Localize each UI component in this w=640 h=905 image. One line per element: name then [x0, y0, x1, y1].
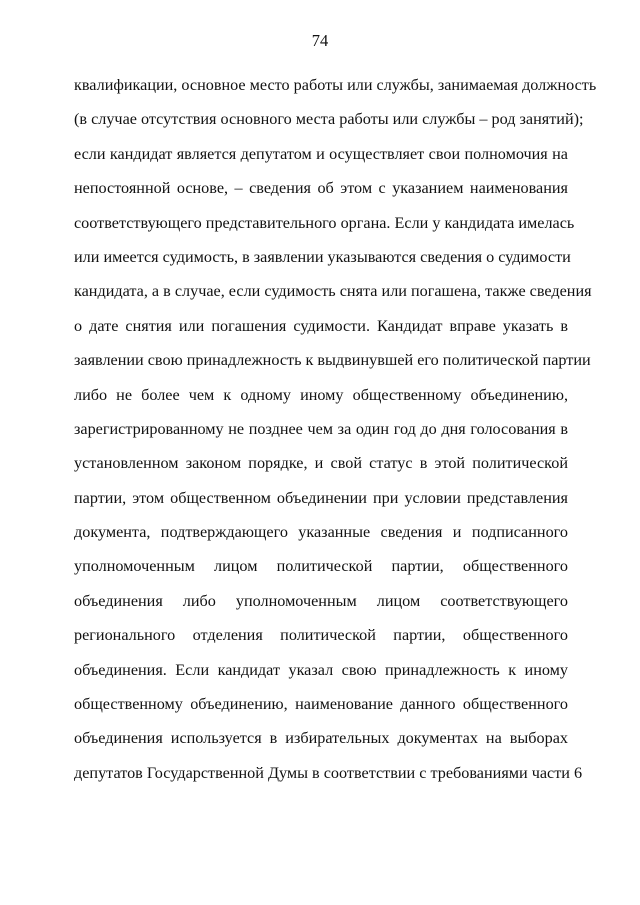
text-line: регионального отделения политической партии, общественного	[74, 626, 568, 645]
text-line: кандидата, а в случае, если судимость снята или погашена, также сведения	[74, 282, 592, 301]
text-line: заявлении свою принадлежность к выдвинувшей его политической партии	[74, 351, 591, 370]
text-line: квалификации, основное место работы или службы, занимаемая должность	[74, 76, 597, 94]
text-line: партии, этом общественном объединении при условии представления	[74, 488, 568, 507]
text-line: зарегистрированному не позднее чем за один год до дня голосования в	[74, 419, 568, 438]
text-line: непостоянной основе, – сведения об этом с указанием наименования	[74, 179, 568, 198]
text-line: (в случае отсутствия основного места работы или службы – род занятий);	[74, 110, 584, 129]
text-line: или имеется судимость, в заявлении указываются сведения о судимости	[74, 247, 571, 266]
text-line: объединения либо уполномоченным лицом соответствующего	[74, 591, 568, 610]
text-line: уполномоченным лицом политической партии, общественного	[74, 557, 568, 576]
text-line: о дате снятия или погашения судимости. Кандидат вправе указать в	[74, 316, 568, 335]
text-line: установленном законом порядке, и свой статус в этой политической	[74, 454, 568, 473]
text-line: либо не более чем к одному иному общественному объединению,	[74, 385, 568, 404]
text-line: если кандидат является депутатом и осуществляет свои полномочия на	[74, 144, 568, 163]
text-line: соответствующего представительного органа. Если у кандидата имелась	[74, 213, 575, 232]
text-line: общественному объединению, наименование данного общественного	[74, 695, 568, 714]
body-text	[74, 68, 597, 790]
text-line: депутатов Государственной Думы в соответствии с требованиями части 6	[74, 763, 583, 782]
text-line: объединения используется в избирательных документах на выборах	[74, 729, 568, 748]
text-line: объединения. Если кандидат указал свою принадлежность к иному	[74, 660, 568, 679]
text-line: документа, подтверждающего указанные сведения и подписанного	[74, 523, 568, 542]
page-number: 74	[311, 31, 329, 50]
